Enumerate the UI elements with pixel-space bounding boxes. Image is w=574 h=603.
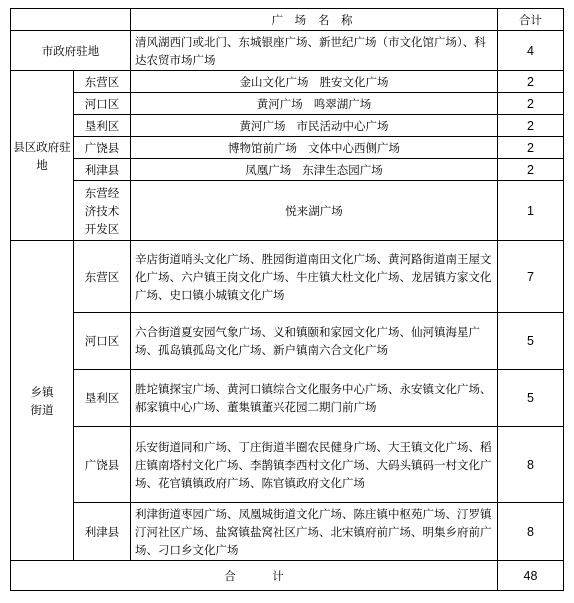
count-cell: 2 <box>498 115 564 137</box>
district-cell: 广饶县 <box>74 427 131 503</box>
square-names-cell: 金山文化广场 胜安文化广场 <box>131 71 498 93</box>
count-cell: 5 <box>498 370 564 427</box>
district-cell: 垦利区 <box>74 370 131 427</box>
district-cell: 河口区 <box>74 93 131 115</box>
count-cell: 7 <box>498 241 564 313</box>
table-row <box>11 137 564 159</box>
count-cell: 8 <box>498 503 564 561</box>
header-blank-cell <box>11 9 131 31</box>
square-names-cell: 六合街道夏安园气象广场、义和镇颐和家园文化广场、仙河镇海星广场、孤岛镇孤岛文化广场、新户镇南六合文化广场 <box>131 313 498 370</box>
square-names-cell: 黄河广场 市民活动中心广场 <box>131 115 498 137</box>
table-row <box>11 115 564 137</box>
district-cell: 利津县 <box>74 503 131 561</box>
city-label: 市政府驻地 <box>11 31 131 71</box>
count-cell: 2 <box>498 71 564 93</box>
count-cell: 2 <box>498 93 564 115</box>
city-count: 4 <box>498 31 564 71</box>
header-total: 合计 <box>498 9 564 31</box>
district-cell: 垦利区 <box>74 115 131 137</box>
square-names-cell: 辛店街道哨头文化广场、胜园街道南田文化广场、黄河路街道南王屋文化广场、六户镇王岗文化广场、牛庄镇大杜文化广场、龙居镇方家文化广场、史口镇小城镇文化广场 <box>131 241 498 313</box>
county-seat-label: 县区政府驻地 <box>11 71 74 241</box>
table-total-row <box>11 561 564 591</box>
square-names-cell: 黄河广场 鸣翠湖广场 <box>131 93 498 115</box>
district-cell: 利津县 <box>74 159 131 181</box>
township-label: 乡镇街道 <box>11 241 74 561</box>
table-row <box>11 181 564 241</box>
count-cell: 5 <box>498 313 564 370</box>
table-row <box>11 71 564 93</box>
count-cell: 2 <box>498 159 564 181</box>
square-names-cell: 利津街道枣园广场、凤凰城街道文化广场、陈庄镇中枢苑广场、汀罗镇汀河社区广场、盐窝镇盐窝社区广场、北宋镇府前广场、明集乡府前广场、刁口乡文化广场 <box>131 503 498 561</box>
square-names-cell: 悦来湖广场 <box>131 181 498 241</box>
district-cell: 东营经济技术开发区 <box>74 181 131 241</box>
table-header-row <box>11 9 564 31</box>
table-row <box>11 503 564 561</box>
count-cell: 2 <box>498 137 564 159</box>
total-label: 合 计 <box>11 561 498 591</box>
district-cell: 广饶县 <box>74 137 131 159</box>
district-cell: 东营区 <box>74 241 131 313</box>
header-square-name: 广 场 名 称 <box>131 9 498 31</box>
count-cell: 1 <box>498 181 564 241</box>
square-names-cell: 乐安街道同和广场、丁庄街道半圈农民健身广场、大王镇文化广场、稻庄镇南塔村文化广场、李鹊镇李西村文化广场、大码头镇码一村文化广场、花官镇镇政府广场、陈官镇政府文化广场 <box>131 427 498 503</box>
square-names-cell: 博物馆前广场 文体中心西侧广场 <box>131 137 498 159</box>
table-row <box>11 313 564 370</box>
grand-total: 48 <box>498 561 564 591</box>
square-names-cell: 凤凰广场 东津生态园广场 <box>131 159 498 181</box>
district-cell: 东营区 <box>74 71 131 93</box>
count-cell: 8 <box>498 427 564 503</box>
city-squares: 清风湖西门或北门、东城银座广场、新世纪广场（市文化馆广场）、科达农贸市场广场 <box>131 31 498 71</box>
table-row <box>11 241 564 313</box>
square-list-table <box>10 8 564 591</box>
table-row <box>11 370 564 427</box>
table-row <box>11 427 564 503</box>
square-names-cell: 胜坨镇探宝广场、黄河口镇综合文化服务中心广场、永安镇文化广场、郝家镇中心广场、董集镇董兴花园二期门前广场 <box>131 370 498 427</box>
table-row <box>11 31 564 71</box>
table-row <box>11 159 564 181</box>
district-cell: 河口区 <box>74 313 131 370</box>
table-row <box>11 93 564 115</box>
